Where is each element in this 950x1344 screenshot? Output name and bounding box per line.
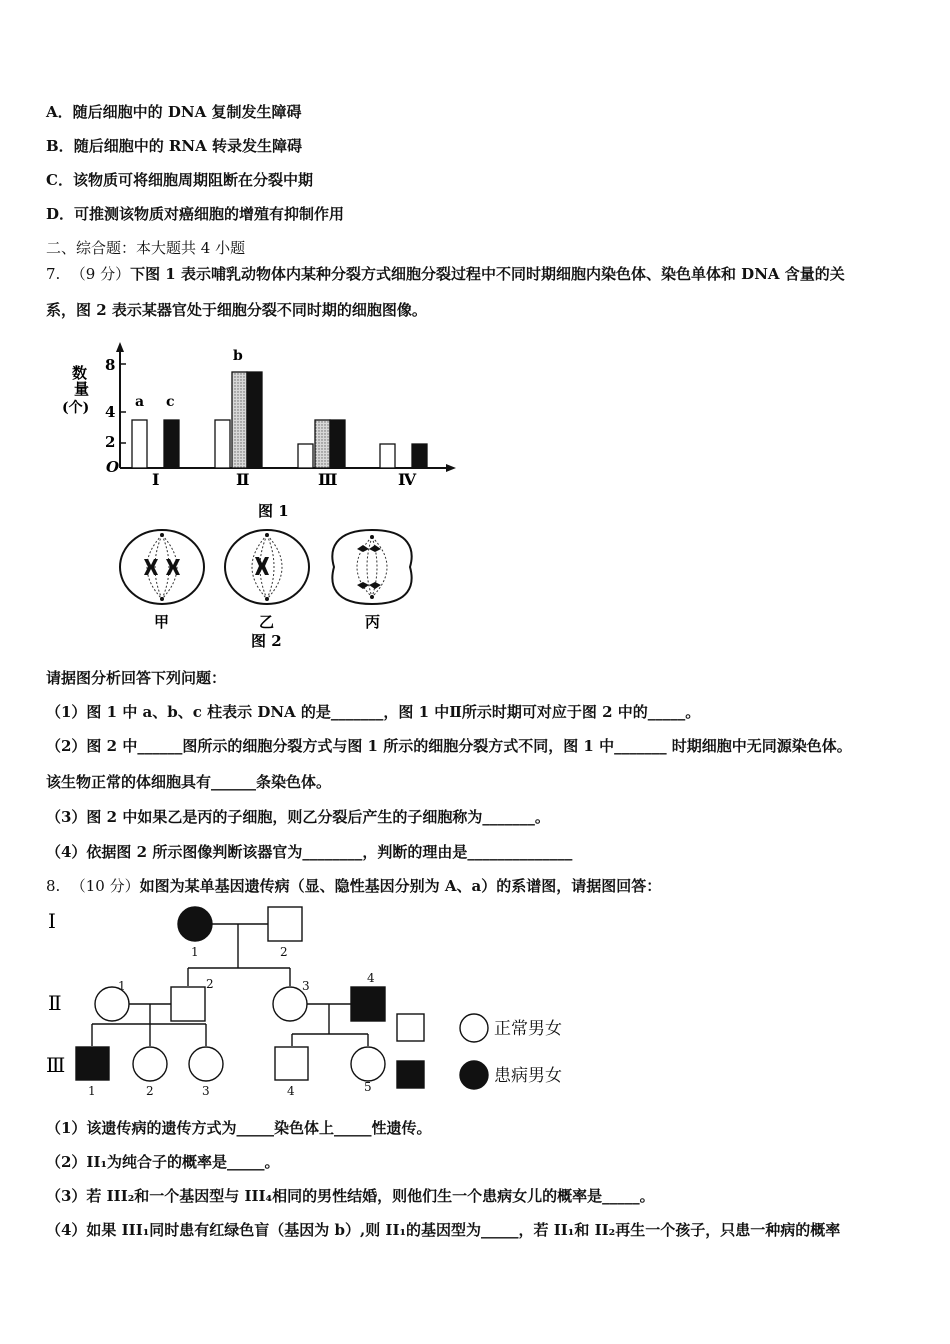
iii1-number: 1 bbox=[88, 1084, 96, 1098]
fig1-cat-3: Ⅲ bbox=[318, 470, 338, 489]
fig2-caption: 图 2 bbox=[251, 632, 282, 650]
fig1-ytick-4: 4 bbox=[105, 403, 116, 421]
fig1-cat-2: Ⅱ bbox=[236, 470, 250, 489]
fig1-origin: O bbox=[106, 458, 120, 476]
ii2-normal-male bbox=[171, 987, 205, 1021]
legend-normal-female bbox=[460, 1014, 488, 1042]
iii4-normal-male bbox=[275, 1047, 308, 1080]
cell-bing-membrane bbox=[332, 530, 411, 604]
cell-jia-membrane bbox=[120, 530, 204, 604]
cell-bing-label: 丙 bbox=[365, 613, 381, 631]
q7-stem-line2: 系，图 2 表示某器官处于细胞分裂不同时期的细胞图像。 bbox=[46, 301, 427, 319]
fig1-x-arrow bbox=[446, 464, 456, 472]
iii2-normal-female bbox=[133, 1047, 167, 1081]
q8-sub2: （2）II₁为纯合子的概率是_____。 bbox=[46, 1153, 280, 1171]
q8-sub1: （1）该遗传病的遗传方式为_____染色体上_____性遗传。 bbox=[46, 1119, 432, 1137]
iii1-affected-male bbox=[76, 1047, 109, 1080]
legend-affected-label: 患病男女 bbox=[494, 1066, 562, 1086]
figure-2-cells bbox=[110, 525, 430, 655]
iii5-normal-female bbox=[351, 1047, 385, 1081]
q7-sub2b: 该生物正常的体细胞具有______条染色体。 bbox=[46, 773, 332, 791]
i1-number: 1 bbox=[191, 945, 199, 959]
section-title: 二、综合题：本大题共 4 小题 bbox=[46, 239, 246, 257]
fig1-bar-2-c bbox=[247, 372, 262, 468]
option-a: A．随后细胞中的 DNA 复制发生障碍 bbox=[46, 103, 302, 121]
fig1-ylabel-1: 数 bbox=[72, 364, 88, 382]
pedigree-gen-2: Ⅱ bbox=[48, 991, 62, 1015]
pedigree-gen-1: Ⅰ bbox=[48, 909, 56, 933]
cell-yi-label: 乙 bbox=[259, 613, 275, 631]
i1-affected-female bbox=[178, 907, 212, 941]
fig1-ylabel-2: 量 bbox=[74, 380, 90, 398]
pedigree-gen-3: Ⅲ bbox=[46, 1053, 66, 1077]
fig1-y-arrow bbox=[116, 342, 124, 352]
q7-stem-line1: 7. （9 分）下图 1 表示哺乳动物体内某种分裂方式细胞分裂过程中不同时期细胞内染色体、染色单体和 DNA 含量的关 bbox=[46, 265, 845, 283]
fig1-cat-4: Ⅳ bbox=[398, 470, 417, 489]
cell-yi-membrane bbox=[225, 530, 309, 604]
fig1-ytick-2: 2 bbox=[105, 433, 116, 451]
q8-stem: 8. （10 分）如图为某单基因遗传病（显、隐性基因分别为 A、a）的系谱图，请据图回答： bbox=[46, 877, 662, 895]
ii4-affected-male bbox=[351, 987, 385, 1021]
i2-number: 2 bbox=[280, 945, 288, 959]
fig1-caption: 图 1 bbox=[258, 502, 289, 520]
fig1-label-c: c bbox=[166, 394, 175, 410]
iii2-number: 2 bbox=[146, 1084, 154, 1098]
iii3-normal-female bbox=[189, 1047, 223, 1081]
fig1-bar-3-a bbox=[298, 444, 313, 468]
ii4-number: 4 bbox=[367, 971, 375, 985]
q7-prompt: 请据图分析回答下列问题： bbox=[46, 669, 227, 687]
iii5-number: 5 bbox=[364, 1080, 372, 1094]
fig1-bar-2-a bbox=[215, 420, 230, 468]
iii4-number: 4 bbox=[287, 1084, 295, 1098]
ii3-number: 3 bbox=[302, 979, 310, 993]
ii1-number: 1 bbox=[118, 979, 126, 993]
fig1-cat-1: Ⅰ bbox=[152, 470, 160, 489]
legend-normal-male bbox=[397, 1014, 424, 1041]
option-b: B．随后细胞中的 RNA 转录发生障碍 bbox=[46, 137, 302, 155]
i2-normal-male bbox=[268, 907, 302, 941]
legend-affected-female bbox=[460, 1061, 488, 1089]
fig1-label-b: b bbox=[233, 348, 243, 364]
iii3-number: 3 bbox=[202, 1084, 210, 1098]
fig1-bar-4-c bbox=[412, 444, 427, 468]
fig1-bar-3-b bbox=[315, 420, 330, 468]
q7-sub4: （4）依据图 2 所示图像判断该器官为________，判断的理由是______________ bbox=[46, 843, 573, 861]
fig1-label-a: a bbox=[135, 394, 145, 410]
option-c: C．该物质可将细胞周期阻断在分裂中期 bbox=[46, 171, 313, 189]
fig1-ylabel-3: (个) bbox=[62, 400, 90, 416]
q8-sub4: （4）如果 III₁同时患有红绿色盲（基因为 b）,则 II₁的基因型为_____，若 II₁和 II₂再生一个孩子，只患一种病的概率 bbox=[46, 1221, 841, 1239]
fig1-bar-1-c bbox=[164, 420, 179, 468]
legend-normal-label: 正常男女 bbox=[494, 1019, 562, 1039]
fig1-bar-1-a bbox=[132, 420, 147, 468]
q7-sub3: （3）图 2 中如果乙是丙的子细胞，则乙分裂后产生的子细胞称为_______。 bbox=[46, 808, 550, 826]
q7-sub1: （1）图 1 中 a、b、c 柱表示 DNA 的是_______，图 1 中Ⅱ所示时期可对应于图 2 中的_____。 bbox=[46, 703, 701, 721]
fig1-ytick-8: 8 bbox=[105, 356, 116, 374]
option-d: D．可推测该物质对癌细胞的增殖有抑制作用 bbox=[46, 205, 345, 223]
pedigree-chart bbox=[46, 900, 606, 1100]
fig1-bar-3-c bbox=[330, 420, 345, 468]
ii2-number: 2 bbox=[206, 977, 214, 991]
legend-affected-male bbox=[397, 1061, 424, 1088]
q7-sub2a: （2）图 2 中______图所示的细胞分裂方式与图 1 所示的细胞分裂方式不同，图 1 中_______ 时期细胞中无同源染色体。 bbox=[46, 737, 852, 755]
fig1-bar-4-a bbox=[380, 444, 395, 468]
fig1-bar-2-b bbox=[232, 372, 247, 468]
figure-1-bar-chart bbox=[60, 340, 470, 525]
cell-jia-label: 甲 bbox=[154, 613, 170, 631]
q8-sub3: （3）若 III₂和一个基因型与 III₄相同的男性结婚，则他们生一个患病女儿的概率是_____。 bbox=[46, 1187, 655, 1205]
